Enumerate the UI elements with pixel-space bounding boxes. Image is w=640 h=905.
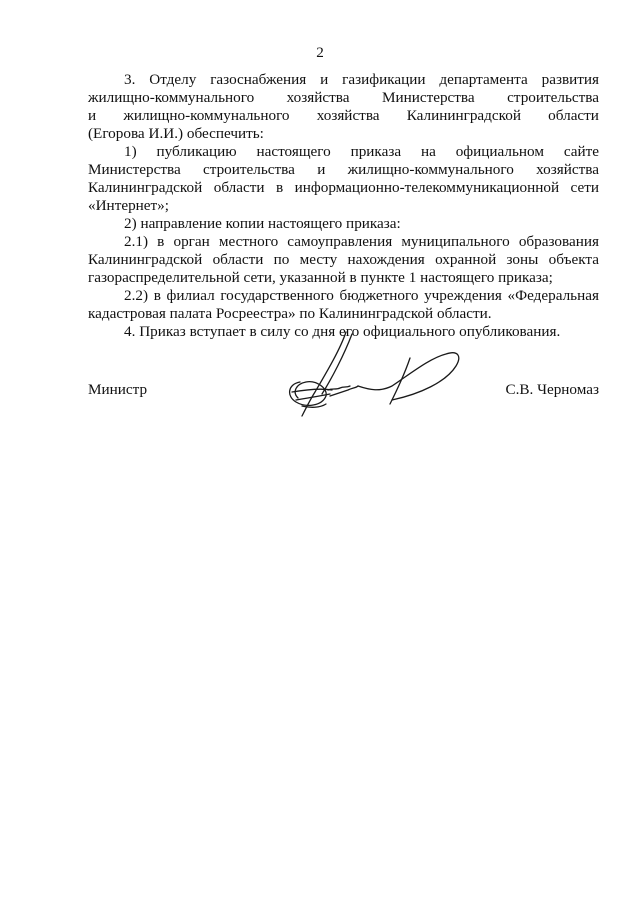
text-line (88, 251, 599, 269)
text-segment: хозяйства (286, 89, 350, 106)
text-segment: области (548, 107, 599, 124)
text-line (88, 179, 599, 197)
text-segment: 4. Приказ вступает в силу со дня его официального опубликования. (124, 323, 561, 340)
text-segment: 2.1) (124, 233, 149, 250)
signer-title: Министр (88, 381, 148, 398)
text-segment: объекта (548, 251, 599, 268)
text-segment: 3. (124, 71, 136, 88)
text-line (88, 197, 599, 215)
text-line (124, 323, 599, 341)
text-segment: публикацию (156, 143, 237, 160)
text-segment: филиал (166, 287, 215, 304)
text-segment: учреждения (424, 287, 502, 304)
text-line (88, 107, 599, 125)
text-segment: зоны (506, 251, 539, 268)
text-segment: 1) (124, 143, 137, 160)
text-segment: Калининградской (406, 107, 521, 124)
text-segment: Министерства (88, 161, 181, 178)
signer-name: С.В. Черномаз (505, 381, 599, 398)
text-segment: в (275, 179, 284, 196)
text-segment: на (420, 143, 436, 160)
text-segment: жилищно-коммунального (347, 161, 514, 178)
text-line (88, 269, 599, 287)
text-segment: хозяйства (316, 107, 380, 124)
text-segment: месту (299, 251, 338, 268)
page-number: 2 (316, 44, 324, 61)
text-segment: и (320, 71, 329, 88)
text-line (124, 215, 599, 233)
text-segment: строительства (203, 161, 295, 178)
text-segment: орган (173, 233, 210, 250)
text-segment: образования (518, 233, 599, 250)
text-segment: направление копии настоящего приказа: (140, 215, 401, 232)
text-segment: местного (218, 233, 279, 250)
text-segment: 2) (124, 215, 137, 232)
text-segment: области (213, 179, 265, 196)
text-segment: жилищно-коммунального (123, 107, 290, 124)
text-segment: газоснабжения (210, 71, 307, 88)
text-line (88, 161, 599, 179)
text-segment: Калининградской (88, 179, 203, 196)
text-segment: развития (541, 71, 599, 88)
text-segment: строительства (507, 89, 599, 106)
text-segment: официальном (455, 143, 544, 160)
text-segment: бюджетного (339, 287, 419, 304)
text-segment: нахождения (347, 251, 425, 268)
text-segment: сайте (563, 143, 599, 160)
text-line (88, 305, 599, 323)
text-line (124, 143, 599, 161)
text-segment: и (88, 107, 97, 124)
text-segment: области (212, 251, 264, 268)
handwritten-signature (280, 330, 480, 430)
text-segment: газораспределительной сети, указанной в пункте 1 настоящего приказа; (88, 269, 553, 286)
text-line (88, 125, 599, 143)
text-segment: информационно-телекоммуникационной (294, 179, 560, 196)
text-segment: жилищно-коммунального (88, 89, 255, 106)
text-segment: департамента (439, 71, 528, 88)
text-line (88, 89, 599, 107)
text-segment: охранной (435, 251, 497, 268)
text-segment: (Егорова И.И.) обеспечить: (88, 125, 264, 142)
text-segment: Министерства (381, 89, 475, 106)
text-segment: хозяйства (536, 161, 599, 178)
text-segment: приказа (350, 143, 402, 160)
text-segment: муниципального (401, 233, 510, 250)
text-segment: в (157, 233, 165, 250)
text-segment: «Федеральная (507, 287, 599, 304)
text-line (124, 233, 599, 251)
text-line (124, 71, 599, 89)
text-segment: государственного (220, 287, 334, 304)
text-segment: по (273, 251, 290, 268)
text-segment: Калининградской (88, 251, 203, 268)
text-segment: кадастровая палата Росреестра» по Калининградской области. (88, 305, 492, 322)
text-line (124, 287, 599, 305)
text-segment: сети (570, 179, 599, 196)
text-segment: в (153, 287, 161, 304)
text-segment: газификации (342, 71, 426, 88)
text-segment: 2.2) (124, 287, 149, 304)
text-segment: и (317, 161, 326, 178)
text-segment: настоящего (256, 143, 331, 160)
text-segment: самоуправления (287, 233, 393, 250)
text-segment: «Интернет»; (88, 197, 169, 214)
text-segment: Отделу (149, 71, 197, 88)
